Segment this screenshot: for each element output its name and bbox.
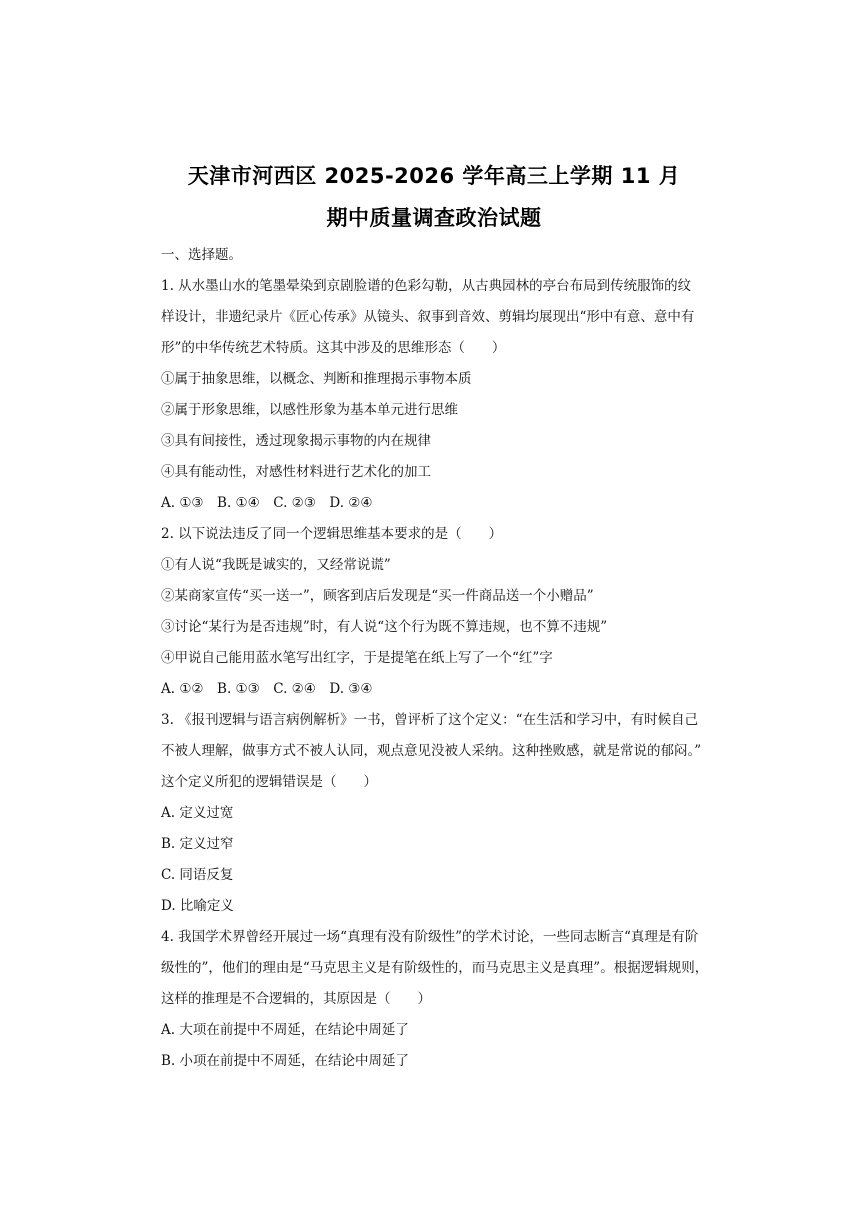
q1-stem-line: 样设计，非遗纪录片《匠心传承》从镜头、叙事到音效、剪辑均展现出“形中有意、意中有 — [161, 309, 695, 325]
q1-options: A. ①③ B. ①④ C. ②③ D. ②④ — [161, 495, 373, 511]
q4-option: A. 大项在前提中不周延，在结论中周延了 — [161, 1022, 409, 1038]
q2-statement: ②某商家宣传“买一送一”，顾客到店后发现是“买一件商品送一个小赠品” — [161, 588, 594, 604]
section-heading: 一、选择题。 — [161, 247, 242, 263]
q2-statement: ④甲说自己能用蓝水笔写出红字，于是提笔在纸上写了一个“红”字 — [161, 650, 553, 666]
q4-stem-line: 4. 我国学术界曾经开展过一场“真理有没有阶级性”的学术讨论，一些同志断言“真理是有阶 — [161, 929, 699, 945]
q4-stem-line: 这样的推理是不合逻辑的，其原因是（ ） — [161, 991, 431, 1007]
q1-stem-line: 1. 从水墨山水的笔墨晕染到京剧脸谱的色彩勾勒，从古典园林的亭台布局到传统服饰的纹 — [161, 278, 692, 294]
q3-stem-line: 不被人理解，做事方式不被人认同，观点意见没被人采纳。这种挫败感，就是常说的郁闷。” — [161, 743, 702, 759]
q2-options: A. ①② B. ①③ C. ②④ D. ③④ — [161, 681, 373, 697]
q3-stem-line: 这个定义所犯的逻辑错误是（ ） — [161, 774, 377, 790]
q4-stem-line: 级性的”，他们的理由是“马克思主义是有阶级性的，而马克思主义是真理”。根据逻辑规则， — [161, 960, 709, 976]
q1-statement: ④具有能动性，对感性材料进行艺术化的加工 — [161, 464, 431, 480]
q3-option: A. 定义过宽 — [161, 805, 234, 821]
exam-title-line-2: 期中质量调查政治试题 — [326, 206, 542, 230]
q1-statement: ③具有间接性，透过现象揭示事物的内在规律 — [161, 433, 431, 449]
q3-option: D. 比喻定义 — [161, 898, 234, 914]
q2-stem-line: 2. 以下说法违反了同一个逻辑思维基本要求的是（ ） — [161, 526, 503, 542]
exam-title-line-1: 天津市河西区 2025-2026 学年高三上学期 11 月 — [187, 164, 681, 188]
exam-content — [161, 240, 721, 1077]
q1-stem-line: 形”的中华传统艺术特质。这其中涉及的思维形态（ ） — [161, 340, 506, 356]
q3-option: C. 同语反复 — [161, 867, 234, 883]
q3-option: B. 定义过窄 — [161, 836, 234, 852]
q1-statement: ②属于形象思维，以感性形象为基本单元进行思维 — [161, 402, 458, 418]
q4-option: B. 小项在前提中不周延，在结论中周延了 — [161, 1053, 410, 1069]
q1-statement: ①属于抽象思维，以概念、判断和推理揭示事物本质 — [161, 371, 472, 387]
q2-statement: ③讨论“某行为是否违规”时，有人说“这个行为既不算违规，也不算不违规” — [161, 619, 608, 635]
q2-statement: ①有人说“我既是诚实的，又经常说谎” — [161, 557, 391, 573]
q3-stem-line: 3. 《报刊逻辑与语言病例解析》一书，曾评析了这个定义：“在生活和学习中，有时候自己 — [161, 712, 699, 728]
